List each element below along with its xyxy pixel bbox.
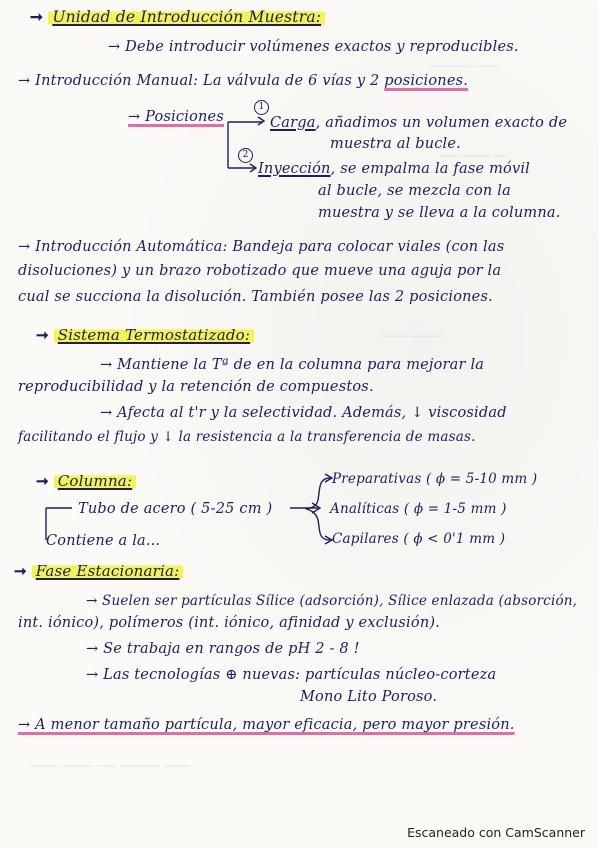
- bleed-through: ─── ──── ──: [440, 150, 507, 163]
- carga-term: Carga: [270, 115, 316, 131]
- columna-tubo: Tubo de acero ( 5-25 cm ): [78, 501, 273, 517]
- note-text-highlighted: posiciones.: [384, 73, 469, 89]
- note-line: → Debe introducir volúmenes exactos y reproducibles.: [108, 39, 519, 55]
- carga-line-2: muestra al bucle.: [330, 136, 461, 152]
- inyeccion-text: , se empalma la fase móvil: [330, 161, 531, 177]
- inyeccion-term: Inyección: [258, 161, 331, 177]
- heading-termo: ➞ Sistema Termostatizado:: [36, 326, 254, 344]
- auto-line-2: disoluciones) y un brazo robotizado que mueve una aguja por la: [18, 263, 502, 279]
- bleed-through: ───── ─ ───: [430, 60, 497, 73]
- fase-line-4: → Las tecnologías ⊕ nuevas: partículas núcleo-corteza: [86, 667, 497, 683]
- fase-line-1: → Suelen ser partículas Sílice (adsorción), Sílice enlazada (absorción,: [86, 593, 578, 609]
- heading-fase: ➞ Fase Estacionaria:: [14, 562, 183, 580]
- heading-columna-text: Columna:: [54, 472, 136, 490]
- bracket-arrowhead: [258, 117, 264, 125]
- heading-unidad-text: Unidad de Introducción Muestra:: [48, 8, 325, 26]
- fase-line-6-text: → A menor tamaño partícula, mayor eficacia, pero mayor presión.: [18, 717, 515, 733]
- columna-analiticas: Analíticas ( ϕ = 1-5 mm ): [330, 501, 507, 517]
- heading-termo-text: Sistema Termostatizado:: [54, 326, 254, 344]
- heading-columna: ➞ Columna:: [36, 472, 136, 490]
- fase-line-3: → Se trabaja en rangos de pH 2 - 8 !: [86, 641, 360, 657]
- fase-line-2: int. iónico), polímeros (int. iónico, afinidad y exclusión).: [18, 615, 441, 631]
- bleed-through: ──── ─────: [380, 330, 444, 343]
- columna-preparativas: Preparativas ( ϕ = 5-10 mm ): [332, 471, 538, 487]
- columna-capilares: Capilares ( ϕ < 0'1 mm ): [332, 531, 506, 547]
- auto-line-1: → Introducción Automática: Bandeja para colocar viales (con las: [18, 239, 505, 255]
- columna-stem: [46, 508, 72, 540]
- inyeccion-line-3: muestra y se lleva a la columna.: [318, 205, 561, 221]
- termo-line-2: reproducibilidad y la retención de compuestos.: [18, 379, 374, 395]
- termo-line-3: → Afecta al t'r y la selectividad. Además, ↓ viscosidad: [100, 405, 507, 421]
- termo-line-1: → Mantiene la Tª de en la columna para mejorar la: [100, 357, 485, 373]
- heading-unidad: ➞ Unidad de Introducción Muestra:: [30, 8, 325, 26]
- heading-fase-text: Fase Estacionaria:: [32, 562, 184, 580]
- carga-text: , añadimos un volumen exacto de: [315, 115, 568, 131]
- termo-line-4: facilitando el flujo y ↓ la resistencia a la transferencia de masas.: [18, 429, 476, 445]
- posiciones-text: → Posiciones: [128, 109, 224, 125]
- bleed-through: ──── ───── ─── ────── ────: [30, 760, 190, 773]
- number-2-circle: 2: [238, 148, 253, 163]
- inyeccion-line-2: al bucle, se mezcla con la: [318, 183, 511, 199]
- camscanner-footer: Escaneado con CamScanner: [407, 825, 585, 840]
- note-text: → Introducción Manual: La válvula de 6 vías y 2: [18, 73, 380, 89]
- number-1-circle: 1: [254, 100, 269, 115]
- columna-contiene: Contiene a la...: [46, 533, 161, 549]
- posiciones-bracket: [228, 122, 262, 168]
- auto-line-3: cual se succiona la disolución. También posee las 2 posiciones.: [18, 289, 493, 305]
- fase-line-5: Mono Lito Poroso.: [300, 689, 438, 705]
